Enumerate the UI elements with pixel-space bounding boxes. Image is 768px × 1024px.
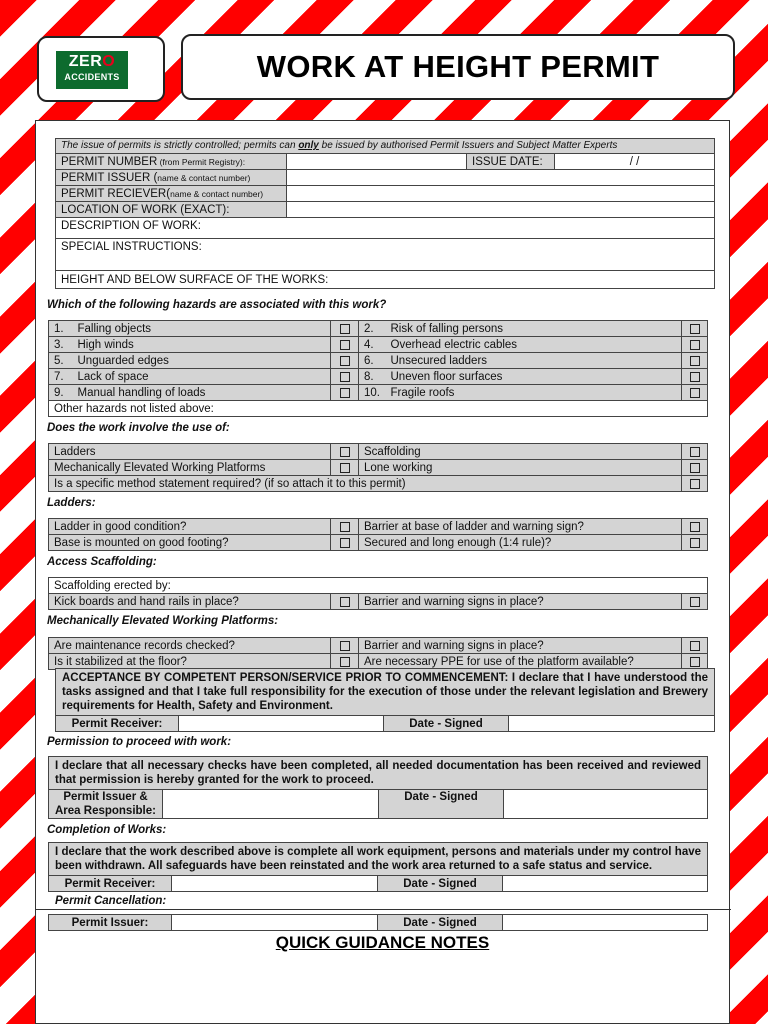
hazards-table	[48, 320, 708, 417]
checkbox[interactable]	[331, 460, 359, 476]
checkbox[interactable]	[682, 594, 708, 610]
permit-receiver-field[interactable]	[287, 186, 715, 202]
hazard-row	[49, 337, 708, 353]
permission-issuer-field[interactable]	[163, 790, 379, 819]
permit-form	[35, 120, 730, 1024]
acceptance-date-field[interactable]	[509, 716, 715, 732]
special-instructions-field[interactable]: SPECIAL INSTRUCTIONS:	[56, 239, 715, 271]
hazard-number: 5.	[49, 353, 73, 369]
checkbox[interactable]	[682, 638, 708, 654]
ladders-table	[48, 518, 708, 551]
hazard-label: Fragile roofs	[386, 385, 682, 401]
location-field[interactable]	[287, 202, 715, 218]
ppe-available: Are necessary PPE for use of the platform available?	[359, 654, 682, 670]
location-label: LOCATION OF WORK (EXACT):	[56, 202, 287, 218]
hazard-row	[49, 369, 708, 385]
hazard-label: Unsecured ladders	[386, 353, 682, 369]
kick-boards: Kick boards and hand rails in place?	[49, 594, 331, 610]
completion-date-field[interactable]	[503, 876, 708, 892]
permit-issuer-field[interactable]	[287, 170, 715, 186]
title-box	[181, 34, 735, 100]
other-hazards-field[interactable]: Other hazards not listed above:	[49, 401, 708, 417]
use-heading: Does the work involve the use of:	[47, 422, 230, 434]
hazard-label: Uneven floor surfaces	[386, 369, 682, 385]
permission-heading: Permission to proceed with work:	[47, 736, 232, 748]
checkbox[interactable]	[682, 535, 708, 551]
permission-declaration: I declare that all necessary checks have been completed, all needed documentation has been received and reviewed that permission is hereby granted for the work to proceed.	[49, 757, 708, 790]
completion-declaration: I declare that the work described above is complete all work equipment, persons and materials under my control have been withdrawn. All safeguards have been reinstated and the work area returned to a safe status and service.	[49, 843, 708, 876]
permit-receiver-label: PERMIT RECIEVER(name & contact number)	[56, 186, 287, 202]
use-mewp: Mechanically Elevated Working Platforms	[49, 460, 331, 476]
use-table	[48, 443, 708, 492]
zero-accidents-logo: ZERO ACCIDENTS	[56, 51, 128, 89]
checkbox[interactable]	[331, 444, 359, 460]
hazard-number: 3.	[49, 337, 73, 353]
hazard-label: Risk of falling persons	[386, 321, 682, 337]
permission-date-label: Date - Signed	[379, 790, 504, 819]
hazard-label: High winds	[73, 337, 331, 353]
hazard-number: 6.	[359, 353, 386, 369]
checkbox[interactable]	[682, 519, 708, 535]
description-field[interactable]: DESCRIPTION OF WORK:	[56, 218, 715, 239]
permit-issuer-label: PERMIT ISSUER (name & contact number)	[56, 170, 287, 186]
completion-receiver-label: Permit Receiver:	[49, 876, 172, 892]
scaffold-heading: Access Scaffolding:	[47, 556, 157, 568]
acceptance-declaration: ACCEPTANCE BY COMPETENT PERSON/SERVICE PRIOR TO COMMENCEMENT: I declare that I have understood the tasks assigned and that I take full responsibility for the execution of those under the relevant legislation and Brewery requirements for Health, Safety and Environment.	[56, 669, 715, 716]
page-title: WORK AT HEIGHT PERMIT	[256, 49, 660, 84]
completion-date-label: Date - Signed	[378, 876, 503, 892]
cancellation-table	[48, 914, 708, 931]
permit-info-table	[55, 138, 715, 289]
checkbox[interactable]	[331, 321, 359, 337]
method-statement: Is a specific method statement required? (if so attach it to this permit)	[49, 476, 682, 492]
checkbox[interactable]	[682, 476, 708, 492]
issue-date-label: ISSUE DATE:	[467, 154, 555, 170]
mewp-barrier: Barrier and warning signs in place?	[359, 638, 682, 654]
mewp-heading: Mechanically Elevated Working Platforms:	[47, 615, 279, 627]
ladder-secured: Secured and long enough (1:4 rule)?	[359, 535, 682, 551]
checkbox[interactable]	[331, 353, 359, 369]
acceptance-table	[55, 668, 715, 732]
cancellation-date-label: Date - Signed	[378, 915, 503, 931]
hazard-label: Unguarded edges	[73, 353, 331, 369]
permission-issuer-label: Permit Issuer & Area Responsible:	[49, 790, 163, 819]
maintenance-records: Are maintenance records checked?	[49, 638, 331, 654]
ladders-heading: Ladders:	[47, 497, 96, 509]
hazards-heading: Which of the following hazards are associated with this work?	[47, 299, 387, 311]
hazard-row	[49, 385, 708, 401]
section-divider	[35, 909, 731, 910]
height-field[interactable]: HEIGHT AND BELOW SURFACE OF THE WORKS:	[56, 271, 715, 289]
hazard-number: 4.	[359, 337, 386, 353]
hazard-label: Manual handling of loads	[73, 385, 331, 401]
checkbox[interactable]	[331, 369, 359, 385]
acceptance-receiver-label: Permit Receiver:	[56, 716, 179, 732]
completion-receiver-field[interactable]	[172, 876, 378, 892]
checkbox[interactable]	[682, 321, 708, 337]
acceptance-receiver-field[interactable]	[179, 716, 384, 732]
logo-box	[37, 36, 165, 102]
hazard-label: Lack of space	[73, 369, 331, 385]
issue-date-field[interactable]: / /	[555, 154, 715, 170]
hazard-number: 8.	[359, 369, 386, 385]
checkbox[interactable]	[682, 385, 708, 401]
checkbox[interactable]	[331, 638, 359, 654]
scaffold-table	[48, 577, 708, 610]
ladder-condition: Ladder in good condition?	[49, 519, 331, 535]
quick-guidance-heading: QUICK GUIDANCE NOTES	[275, 933, 490, 952]
use-ladders: Ladders	[49, 444, 331, 460]
hazard-row	[49, 353, 708, 369]
ladder-barrier: Barrier at base of ladder and warning sign?	[359, 519, 682, 535]
cancellation-issuer-label: Permit Issuer:	[49, 915, 172, 931]
hazard-number: 7.	[49, 369, 73, 385]
cancellation-date-field[interactable]	[503, 915, 708, 931]
cancellation-heading: Permit Cancellation:	[55, 895, 167, 907]
scaffold-barrier: Barrier and warning signs in place?	[359, 594, 682, 610]
hazard-number: 1.	[49, 321, 73, 337]
hazard-label: Falling objects	[73, 321, 331, 337]
checkbox[interactable]	[682, 337, 708, 353]
hazard-number: 9.	[49, 385, 73, 401]
use-lone-working: Lone working	[359, 460, 682, 476]
checkbox[interactable]	[331, 535, 359, 551]
checkbox[interactable]	[682, 353, 708, 369]
hazard-label: Overhead electric cables	[386, 337, 682, 353]
checkbox[interactable]	[682, 460, 708, 476]
checkbox[interactable]	[331, 385, 359, 401]
hazard-row	[49, 321, 708, 337]
mewp-table	[48, 637, 708, 670]
hazard-number: 2.	[359, 321, 386, 337]
permit-number-label: PERMIT NUMBER (from Permit Registry):	[56, 154, 287, 170]
permission-table	[48, 756, 708, 819]
checkbox[interactable]	[331, 519, 359, 535]
scaffold-erected-by[interactable]: Scaffolding erected by:	[49, 578, 708, 594]
acceptance-date-label: Date - Signed	[384, 716, 509, 732]
permission-date-field[interactable]	[504, 790, 708, 819]
checkbox[interactable]	[331, 594, 359, 610]
checkbox[interactable]	[682, 444, 708, 460]
checkbox[interactable]	[682, 369, 708, 385]
stabilized: Is it stabilized at the floor?	[49, 654, 331, 670]
hazard-number: 10.	[359, 385, 386, 401]
completion-heading: Completion of Works:	[47, 824, 167, 836]
completion-table	[48, 842, 708, 892]
use-scaffolding: Scaffolding	[359, 444, 682, 460]
notice-row: The issue of permits is strictly controlled; permits can only be issued by authorised Permit Issuers and Subject Matter Experts	[56, 139, 715, 154]
ladder-footing: Base is mounted on good footing?	[49, 535, 331, 551]
checkbox[interactable]	[331, 337, 359, 353]
cancellation-issuer-field[interactable]	[172, 915, 378, 931]
permit-number-field[interactable]	[287, 154, 467, 170]
